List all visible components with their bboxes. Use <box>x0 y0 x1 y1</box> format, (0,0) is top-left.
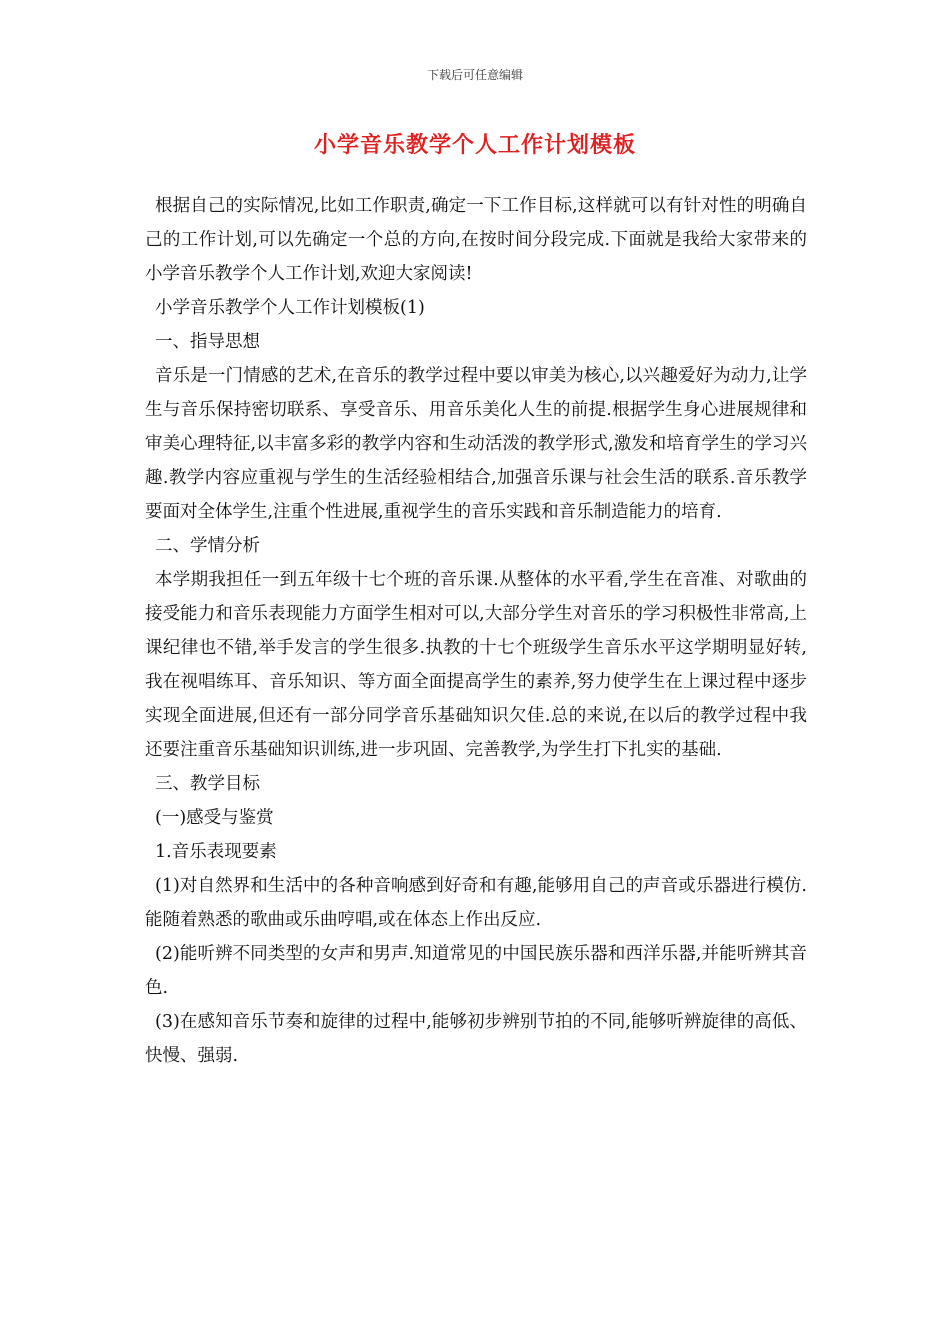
section-heading-template-1: 小学音乐教学个人工作计划模板(1) <box>155 298 425 318</box>
section-heading-teaching-goals: 三、教学目标 <box>155 774 260 794</box>
paragraph-guiding-ideology: 音乐是一门情感的艺术,在音乐的教学过程中要以审美为核心,以兴趣爱好为动力,让学生与音乐保持密切联系、享受音乐、用音乐美化人生的前提.根据学生身心进展规律和审美心理特征,以丰富多彩的教学内容和生动活泼的教学形式,激发和培育学生的学习兴趣.教学内容应重视与学生的生活经验相结合,加强音乐课与社会生活的联系.音乐教学要面对全体学生,注重个性进展,重视学生的音乐实践和音乐制造能力的培育. <box>145 366 807 522</box>
list-item-3: (3)在感知音乐节奏和旋律的过程中,能够初步辨别节拍的不同,能够听辨旋律的高低、快慢、强弱. <box>145 1012 807 1066</box>
document-body <box>145 189 807 1073</box>
paragraph-student-analysis: 本学期我担任一到五年级十七个班的音乐课.从整体的水平看,学生在音准、对歌曲的接受能力和音乐表现能力方面学生相对可以,大部分学生对音乐的学习积极性非常高,上课纪律也不错,举手发言的学生很多.执教的十七个班级学生音乐水平这学期明显好转,我在视唱练耳、音乐知识、等方面全面提高学生的素养,努力使学生在上课过程中逐步实现全面进展,但还有一部分同学音乐基础知识欠佳.总的来说,在以后的教学过程中我还要注重音乐基础知识训练,进一步巩固、完善教学,为学生打下扎实的基础. <box>145 570 807 760</box>
intro-paragraph: 根据自己的实际情况,比如工作职责,确定一下工作目标,这样就可以有针对性的明确自己的工作计划,可以先确定一个总的方向,在按时间分段完成.下面就是我给大家带来的小学音乐教学个人工作计划,欢迎大家阅读! <box>145 196 807 284</box>
subheading-music-elements: 1.音乐表现要素 <box>155 842 277 862</box>
page-header: 下载后可任意编辑 <box>426 68 523 82</box>
list-item-2: (2)能听辨不同类型的女声和男声.知道常见的中国民族乐器和西洋乐器,并能听辨其音色. <box>145 944 807 998</box>
section-heading-guiding-ideology: 一、指导思想 <box>155 332 260 352</box>
section-heading-student-analysis: 二、学情分析 <box>155 536 260 556</box>
document-title: 小学音乐教学个人工作计划模板 <box>313 132 636 158</box>
list-item-1: (1)对自然界和生活中的各种音响感到好奇和有趣,能够用自己的声音或乐器进行模仿.能随着熟悉的歌曲或乐曲哼唱,或在体态上作出反应. <box>145 876 807 930</box>
subheading-appreciation: (一)感受与鉴赏 <box>155 808 274 828</box>
